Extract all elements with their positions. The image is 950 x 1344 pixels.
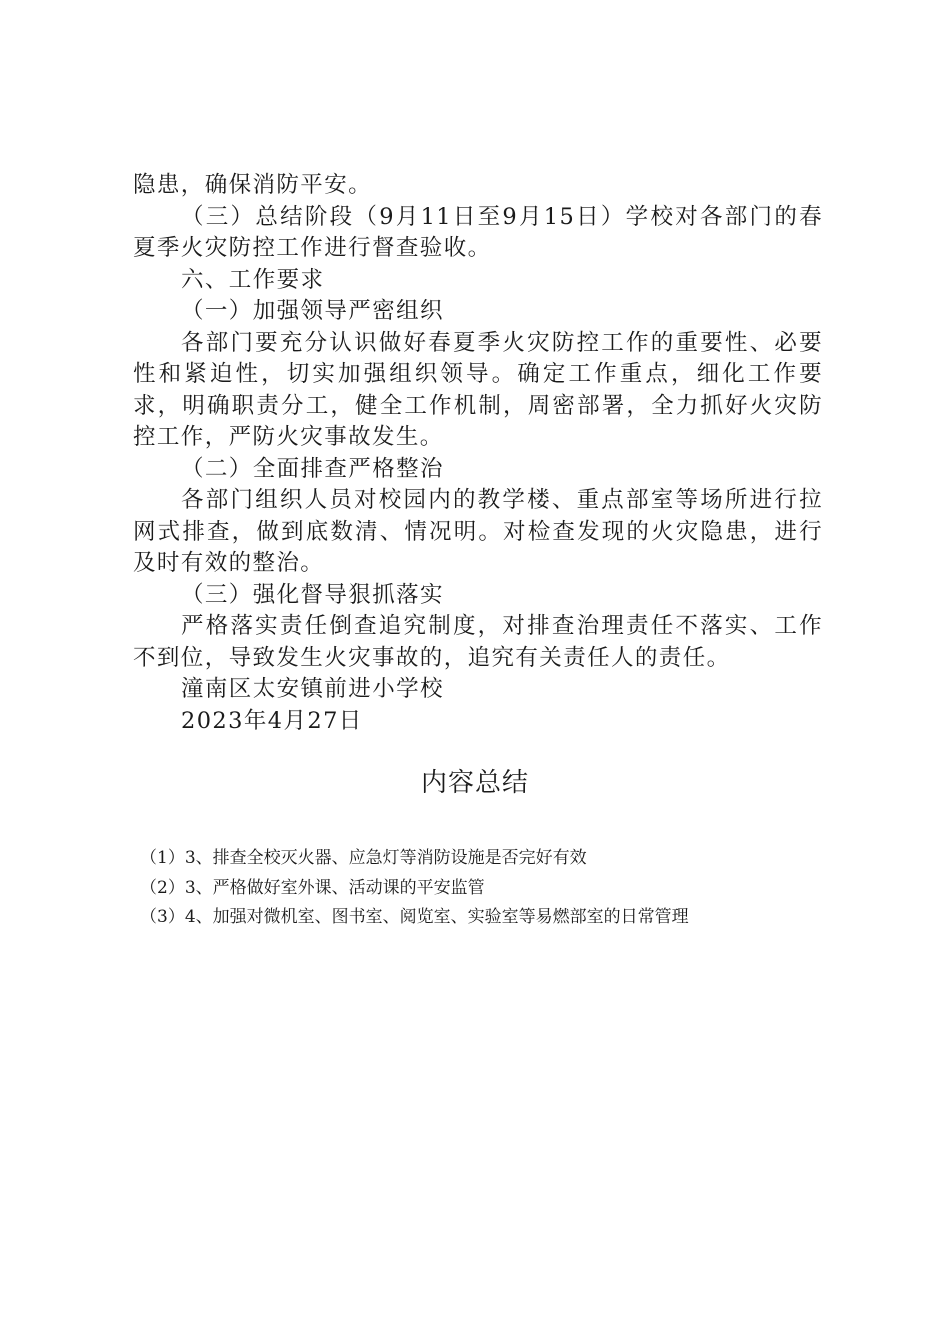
paragraph-1: 隐患，确保消防平安。	[133, 172, 373, 198]
summary-title: 内容总结	[420, 768, 529, 798]
subheading-3: （三）强化督导狠抓落实	[181, 581, 444, 608]
summary-item: （1）3、排查全校灭火器、应急灯等消防设施是否完好有效	[140, 848, 587, 868]
section-heading-work-requirements: 六、工作要求	[181, 266, 325, 293]
subheading-1: （一）加强领导严密组织	[181, 298, 444, 324]
document-body	[133, 170, 823, 737]
subheading-2: （二）全面排查严格整治	[181, 455, 444, 482]
signature-organization: 潼南区太安镇前进小学校	[181, 676, 444, 702]
paragraph-3: 各部门要充分认识做好春夏季火灾防控工作的重要性、必要性和紧迫性，切实加强组织领导。确定工作重点，细化工作要求，明确职责分工，健全工作机制，周密部署，全力抓好火灾防控工作，严防火灾事故发生。	[133, 329, 823, 450]
paragraph-5: 严格落实责任倒查追究制度，对排查治理责任不落实、工作不到位，导致发生火灾事故的，追究有关责任人的责任。	[133, 613, 823, 671]
summary-item: （3）4、加强对微机室、图书室、阅览室、实验室等易燃部室的日常管理	[140, 907, 689, 927]
summary-list	[140, 844, 900, 933]
paragraph-2: （三）总结阶段（9月11日至9月15日）学校对各部门的春夏季火灾防控工作进行督查验收。	[133, 203, 823, 261]
signature-date: 2023年4月27日	[181, 707, 363, 734]
paragraph-4: 各部门组织人员对校园内的教学楼、重点部室等场所进行拉网式排查，做到底数清、情况明。对检查发现的火灾隐患，进行及时有效的整治。	[133, 487, 823, 576]
summary-item: （2）3、严格做好室外课、活动课的平安监管	[140, 877, 485, 898]
